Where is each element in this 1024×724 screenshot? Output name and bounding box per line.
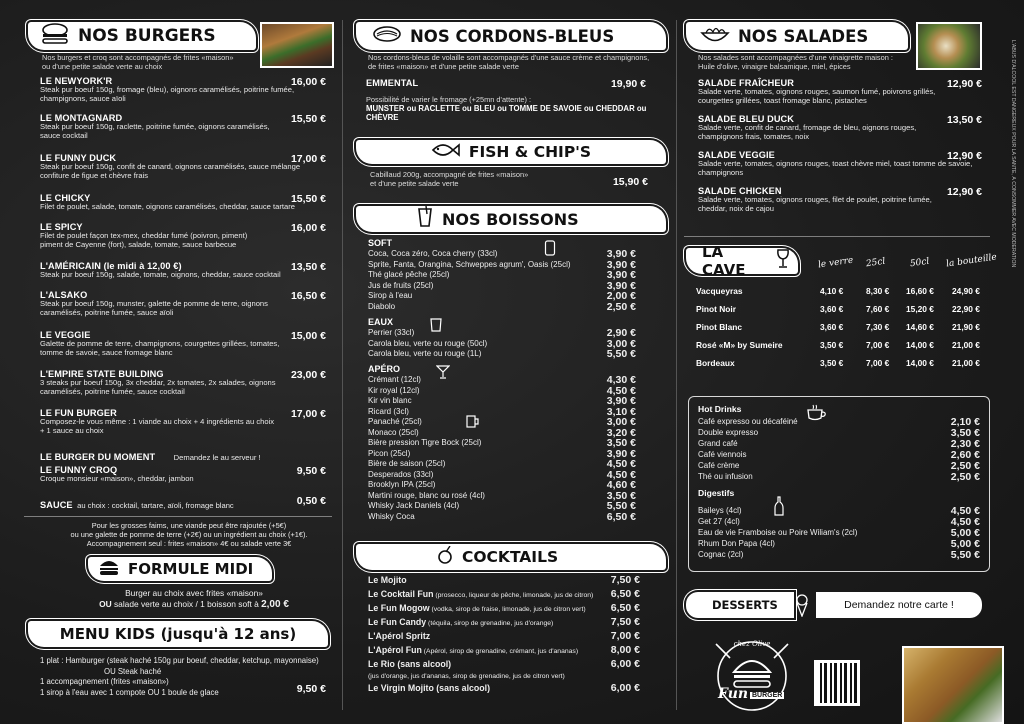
column-divider	[342, 20, 343, 710]
drink-row: Coca, Coca zéro, Coca cherry (33cl) 3,90 €	[368, 248, 636, 260]
cocktails-banner	[356, 544, 666, 570]
boissons-banner	[356, 206, 666, 232]
drink-row: Sprite, Fanta, Orangina, Schweppes agrum', Oasis (25cl) 3,90 €	[368, 258, 636, 271]
menu-item: LE BURGER DU MOMENT Demandez le au serveur !	[40, 452, 261, 462]
cordon-bleu-icon	[372, 25, 402, 47]
cave-list	[696, 286, 990, 376]
menu-item: LE CHICKY 15,50 € Filet de poulet, salade, tomate, oignons caramélisés, cheddar, sauce tartare	[40, 193, 326, 211]
drink-row: Rhum Don Papa (4cl) 5,00 €	[698, 538, 980, 550]
drink-category: EAUX	[368, 317, 394, 327]
menu-item: SALADE BLEU DUCK 13,50 € Salade verte, confit de canard, fromage de bleu, oignons rouges, champignons frais, tomates, noix	[698, 114, 982, 141]
wine-row: Rosé «M» by Sumeire 3,50 € 7,00 € 14,00 € 21,00 €	[696, 340, 980, 350]
drink-row: Martini rouge, blanc ou rosé (4cl) 3,50 €	[368, 489, 636, 502]
cocktail-row: L'Apérol Spritz 7,00 €	[368, 630, 640, 642]
salades-title: NOS SALADES	[738, 26, 869, 46]
drink-row: Sirop à l'eau 2,00 €	[368, 290, 636, 302]
drink-row: Perrier (33cl) 2,90 €	[368, 327, 636, 339]
logo-bot-text: BURGER	[752, 692, 783, 699]
drink-row: Whisky Coca 6,50 €	[368, 510, 636, 523]
boissons-title: NOS BOISSONS	[442, 209, 579, 229]
cocktails-title: COCKTAILS	[462, 548, 559, 566]
cordons-intro: Nos cordons-bleus de volaille sont accompagnés d'une sauce crème et champignons, de frites «maison» et d'une petite salade verte	[368, 53, 650, 71]
cocktail-row: Le Cocktail Fun (prosecco, liqueur de pêche, limonade, jus de citron) 6,50 €	[368, 588, 640, 600]
ice-cream-icon	[794, 593, 810, 622]
drink-row: Diabolo 2,50 €	[368, 300, 636, 313]
desserts-banner	[686, 592, 794, 618]
menu-item: LE FUNNY CROQ 9,50 € Croque monsieur «maison», cheddar, jambon	[40, 465, 326, 483]
burger-logo-icon	[706, 636, 798, 716]
coconut-drink-icon	[436, 546, 454, 568]
menu-item: SALADE FRAÎCHEUR 12,90 € Salade verte, tomates, oignons rouges, saumon fumé, poivrons grillés, courgettes grillées, toast fromage blanc, pistaches	[698, 78, 982, 105]
drink-row: Crémant (12cl) 4,30 €	[368, 374, 636, 386]
wine-glass-icon	[776, 249, 790, 273]
drink-row: Kir vin blanc 3,90 €	[368, 395, 636, 407]
drink-row: Get 27 (4cl) 4,50 €	[698, 516, 980, 528]
burgers-extras: Pour les grosses faims, une viande peut être rajoutée (+5€) ou une galette de pomme de terre (+2€) ou un ingrédient au choix (+1€). Accompagnement seul : frites «maison» 4€ ou salade verte 3€	[70, 521, 308, 548]
cordon-variations: Possibilité de varier le fromage (+25mn d'attente) : MUNSTER ou RACLETTE ou BLEU ou TOMME DE SAVOIE ou CHEDDAR ou CHÈVRE	[366, 95, 647, 122]
side-legal-note: L'ABUS D'ALCOOL EST DANGEREUX POUR LA SANTÉ, À CONSOMMER AVEC MODÉRATION	[1010, 40, 1016, 268]
drink-row: Bière de saison (25cl) 4,50 €	[368, 458, 636, 470]
cave-header: 50cl	[909, 256, 930, 270]
drink-row: Baileys (4cl) 4,50 €	[698, 505, 980, 517]
salades-banner	[686, 22, 908, 50]
drink-row: Grand café 2,30 €	[698, 438, 980, 450]
burger-logo-icon	[40, 23, 70, 49]
cave-headers	[802, 252, 998, 276]
formule-title: FORMULE MIDI	[128, 560, 254, 578]
cocktail-row: Le Fun Mogow (vodka, sirop de fraise, limonade, jus de citron vert) 6,50 €	[368, 602, 640, 614]
cocktail-row: L'Apérol Fun (Apérol, sirop de grenadine, crémant, jus d'ananas) 8,00 €	[368, 644, 640, 656]
cordons-title: NOS CORDONS-BLEUS	[410, 26, 615, 46]
menu-item: SAUCE au choix : cocktail, tartare, aïoli, fromage blanc 0,50 €	[40, 495, 326, 510]
drink-glass-icon	[416, 206, 434, 232]
drink-row: Kir royal (12cl) 4,50 €	[368, 384, 636, 397]
burger-list	[40, 76, 326, 516]
drink-row: Desperados (33cl) 4,50 €	[368, 468, 636, 481]
cocktail-row: Le Rio (sans alcool) 6,00 €	[368, 658, 640, 670]
drink-row: Café crème 2,50 €	[698, 460, 980, 472]
burgers-banner	[28, 22, 256, 50]
drink-category: Digestifs	[698, 488, 735, 498]
cave-header: 25cl	[865, 256, 886, 270]
cave-header: le verre	[817, 255, 854, 271]
drink-row: Thé ou infusion 2,50 €	[698, 471, 980, 483]
salad-photo	[916, 22, 982, 70]
kids-title: MENU KIDS (jusqu'à 12 ans)	[59, 625, 297, 643]
fish-price: 15,90 €	[612, 176, 648, 188]
cocktail-row: Le Virgin Mojito (sans alcool) 6,00 €	[368, 682, 640, 694]
cave-banner	[686, 243, 798, 279]
drink-category: Hot Drinks	[698, 404, 742, 414]
drink-category: SOFT	[368, 238, 392, 248]
drink-row: Eau de vie Framboise ou Poire Wiliam's (2cl) 5,00 €	[698, 527, 980, 539]
logo-mid-text: Fun	[718, 686, 749, 702]
cave-header: la bouteille	[945, 252, 998, 270]
drink-row: Whisky Jack Daniels (4cl) 5,50 €	[368, 500, 636, 512]
menu-item: LE SPICY 16,00 € Filet de poulet façon tex-mex, cheddar fumé (poivron, piment) piment de Cayenne (fort), salade, tomate, sauce barbecue	[40, 222, 326, 249]
drink-row: Carola bleu, verte ou rouge (50cl) 3,00 €	[368, 337, 636, 350]
drink-row: Carola bleu, verte ou rouge (1L) 5,50 €	[368, 348, 636, 360]
drink-row: Jus de fruits (25cl) 3,90 €	[368, 279, 636, 292]
food-photo	[902, 646, 1004, 724]
burger-icon	[98, 558, 120, 580]
formule-details: Burger au choix avec frites «maison» OU salade verte au choix / 1 boisson soft à 2,00 €	[99, 588, 289, 610]
kids-banner	[28, 621, 328, 647]
salades-intro: Nos salades sont accompagnées d'une vinaigrette maison : Huile d'olive, vinaigre balsamique, miel, épices	[698, 53, 893, 71]
logo-top-text: chez Olive	[733, 640, 771, 648]
middle-column	[352, 0, 670, 724]
left-column	[24, 0, 336, 724]
cordons-banner	[356, 22, 666, 50]
fish-banner	[356, 140, 666, 164]
menu-item: SALADE VEGGIE 12,90 € Salade verte, tomates, oignons rouges, toast chèvre miel, toast tomme de savoie, champignons	[698, 150, 982, 177]
boissons-list	[368, 238, 636, 532]
cocktails-list	[368, 575, 640, 701]
drink-row: Café expresso ou décaféiné 2,10 €	[698, 416, 980, 428]
brand-logo	[706, 636, 798, 716]
menu-item: L'AMÉRICAIN (le midi à 12,00 €) 13,50 € Steak pur boeuf 150g, salade, tomate, oignons, cheddar, sauce cocktail	[40, 261, 326, 279]
cocktail-row: Le Mojito 7,50 €	[368, 574, 640, 586]
burgers-intro: Nos burgers et croq sont accompagnés de frites «maison» ou d'une petite salade verte au choix	[42, 53, 234, 71]
cocktail-row: (jus d'orange, jus d'ananas, sirop de grenadine, jus de citron vert)	[368, 673, 565, 680]
divider	[684, 236, 990, 237]
menu-item: LE FUN BURGER 17,00 € Composez-le vous même : 1 viande au choix + 4 ingrédients au choix + 1 sauce au choix	[40, 408, 326, 435]
drink-row: Monaco (25cl) 3,20 €	[368, 426, 636, 439]
wine-row: Vacqueyras 4,10 € 8,30 € 16,60 € 24,90 €	[696, 286, 980, 296]
drink-category: APÉRO	[368, 364, 401, 374]
drink-row: Café viennois 2,60 €	[698, 449, 980, 461]
menu-item: L'EMPIRE STATE BUILDING 23,00 € 3 steaks pur boeuf 150g, 3x cheddar, 2x tomates, 2x salades, oignons caramélisés, poitrine fumée, sauce cocktail	[40, 369, 326, 396]
desserts-cta: Demandez notre carte !	[816, 592, 982, 618]
salad-bowl-icon	[700, 24, 730, 48]
qr-code[interactable]	[814, 660, 860, 706]
menu-item: LE NEWYORK'R 16,00 € Steak pur boeuf 150g, fromage (bleu), oignons caramélisés, poitrine fumée, champignons, sauce aïoli	[40, 76, 326, 103]
divider	[24, 516, 332, 517]
wine-row: Pinot Blanc 3,60 € 7,30 € 14,60 € 21,90 €	[696, 322, 980, 332]
kids-price: 9,50 €	[296, 683, 326, 695]
fish-icon	[431, 142, 461, 162]
menu-item: L'ALSAKO 16,50 € Steak pur boeuf 150g, munster, galette de pomme de terre, oignons caramélisés, poitrine fumée, sauce aïoli	[40, 290, 326, 317]
cordon-item: EMMENTAL 19,90 €	[366, 78, 646, 90]
menu-item: LE VEGGIE 15,00 € Galette de pomme de terre, champignons, courgettes grillées, tomates, tomme de savoie, sauce fromage blanc	[40, 330, 326, 357]
wine-row: Bordeaux 3,50 € 7,00 € 14,00 € 21,00 €	[696, 358, 980, 368]
cocktail-row: Le Fun Candy (téquila, sirop de grenadine, jus d'orange) 7,50 €	[368, 616, 640, 628]
kids-details: 1 plat : Hamburger (steak haché 150g pur boeuf, cheddar, ketchup, mayonnaise) OU Steak haché 1 accompagnement (frites «maison») 1 sirop à l'eau avec 1 compote OU 1 boule de glace	[40, 656, 319, 697]
menu-item: LE MONTAGNARD 15,50 € Steak pur boeuf 150g, raclette, poitrine fumée, oignons caramélisés, sauce cocktail	[40, 113, 326, 140]
fish-details: Cabillaud 200g, accompagné de frites «maison» et d'une petite salade verte	[370, 170, 529, 188]
drink-row: Double expresso 3,50 €	[698, 427, 980, 439]
drink-row: Panaché (25cl) 3,00 €	[368, 416, 636, 428]
desserts-title: DESSERTS	[712, 598, 778, 612]
column-divider	[676, 20, 677, 710]
fish-title: FISH & CHIP'S	[468, 143, 592, 161]
desserts-block	[686, 592, 988, 618]
cave-title: LA CAVE	[702, 243, 746, 279]
burger-photo	[260, 22, 334, 68]
burgers-title: NOS BURGERS	[78, 26, 216, 46]
wine-row: Pinot Noir 3,60 € 7,60 € 15,20 € 22,90 €	[696, 304, 980, 314]
salades-list	[698, 78, 982, 218]
formule-banner	[88, 557, 272, 581]
right-column	[684, 0, 1004, 724]
drink-row: Picon (25cl) 3,90 €	[368, 447, 636, 460]
drink-row: Cognac (2cl) 5,50 €	[698, 549, 980, 561]
drink-row: Brooklyn IPA (25cl) 4,60 €	[368, 479, 636, 491]
hot-drinks-list	[698, 404, 980, 566]
drink-row: Thé glacé pêche (25cl) 3,90 €	[368, 269, 636, 281]
drink-row: Bière pression Tigre Bock (25cl) 3,50 €	[368, 437, 636, 449]
menu-item: LE FUNNY DUCK 17,00 € Steak pur boeuf 150g, confit de canard, oignons caramélisés, sauce mélange confiture de figue et chèvre frais	[40, 153, 326, 180]
menu-item: SALADE CHICKEN 12,90 € Salade verte, tomates, oignons rouges, filet de poulet, poitrine fumée, cheddar, noix de cajou	[698, 186, 982, 213]
drink-row: Ricard (3cl) 3,10 €	[368, 405, 636, 418]
